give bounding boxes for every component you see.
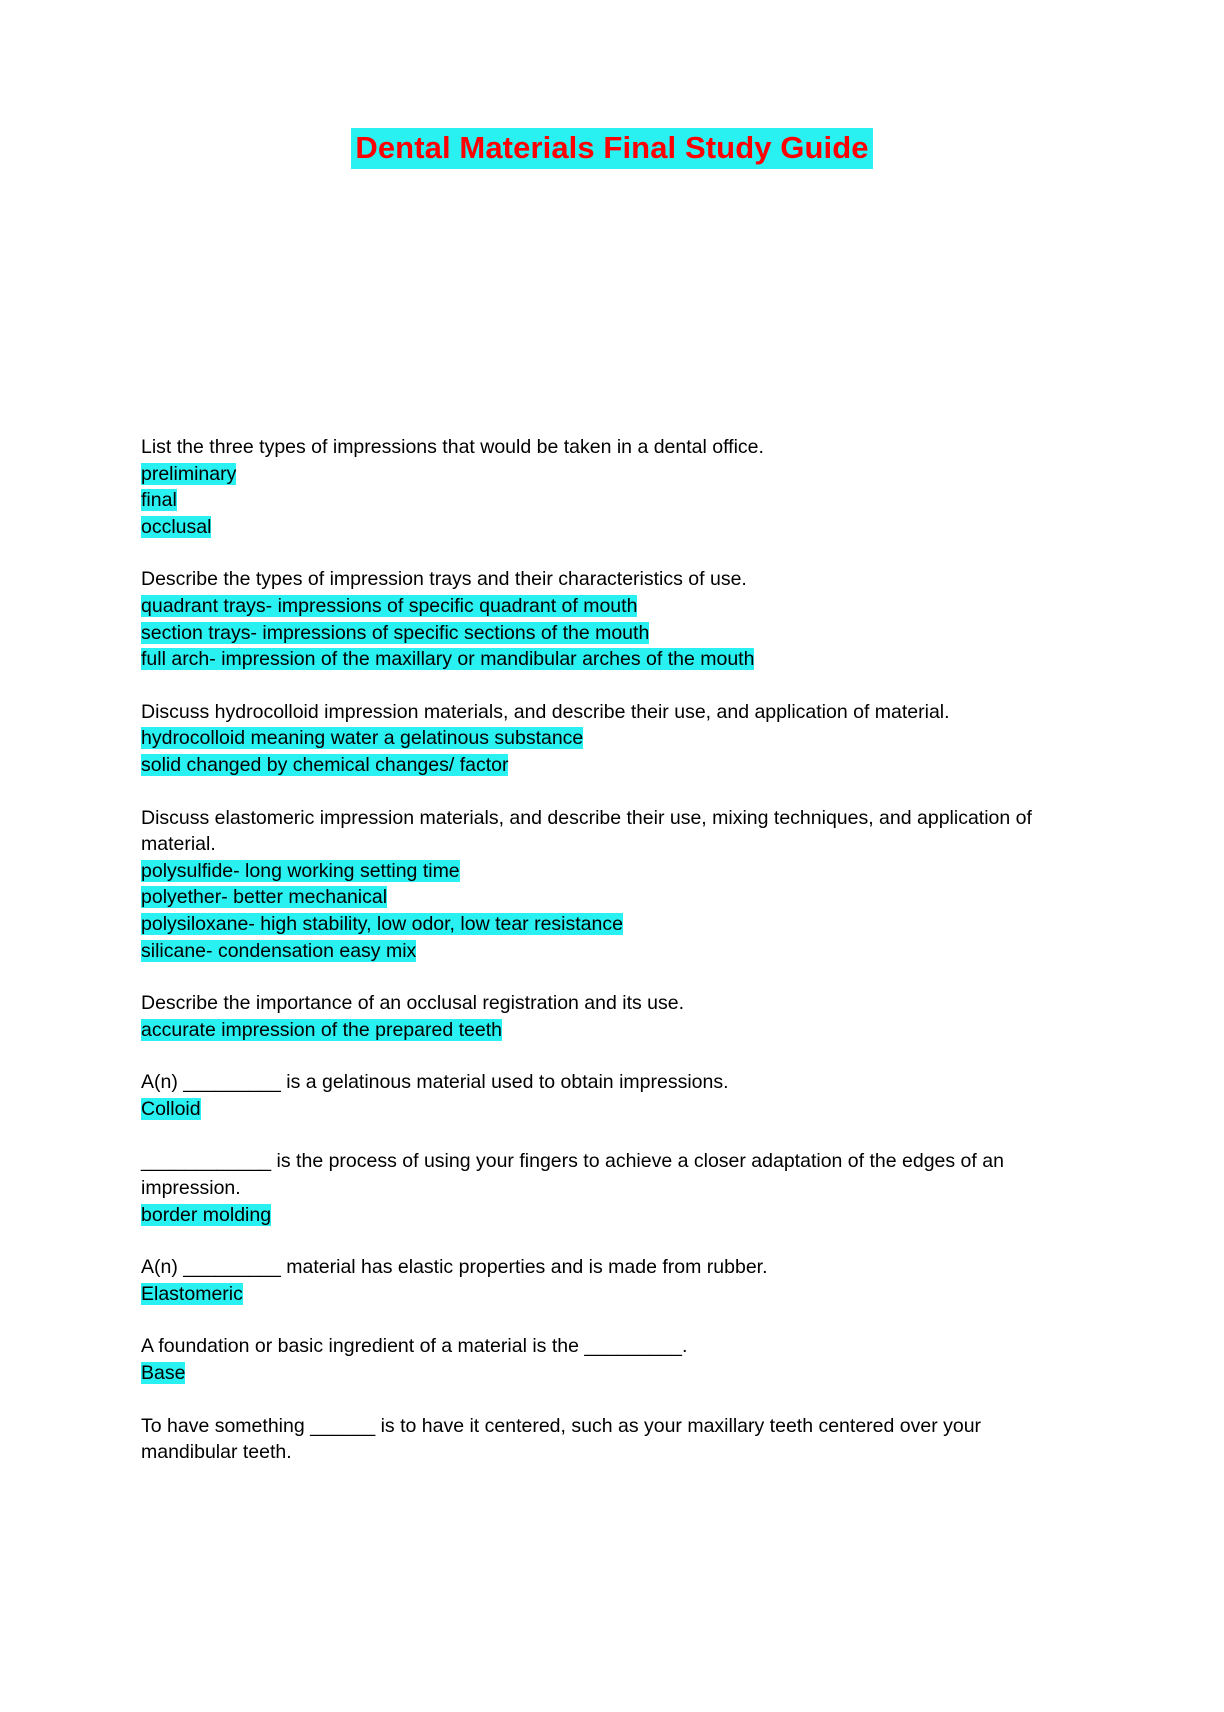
question-text: Discuss elastomeric impression materials, and describe their use, mixing techniques, and application of material. xyxy=(141,806,1032,856)
qa-block xyxy=(141,990,1071,1043)
qa-block xyxy=(141,1069,1071,1122)
answer-text: full arch- impression of the maxillary or mandibular arches of the mouth xyxy=(141,648,755,671)
page-title: Dental Materials Final Study Guide xyxy=(351,128,872,169)
answer-text: silicane- condensation easy mix xyxy=(141,939,417,962)
qa-block xyxy=(141,434,1071,540)
answer-text: occlusal xyxy=(141,515,212,538)
answer-text: hydrocolloid meaning water a gelatinous substance xyxy=(141,727,584,750)
title-container xyxy=(0,128,1224,169)
qa-block xyxy=(141,1333,1071,1386)
answer-text: polysulfide- long working setting time xyxy=(141,859,460,882)
question-text: To have something ______ is to have it centered, such as your maxillary teeth centered over your mandibular teeth. xyxy=(141,1414,982,1464)
question-text: A(n) _________ material has elastic properties and is made from rubber. xyxy=(141,1256,768,1279)
document-page xyxy=(0,128,1224,1712)
qa-block xyxy=(141,566,1071,672)
qa-block xyxy=(141,1413,1071,1466)
answer-text: final xyxy=(141,489,177,512)
question-text: Describe the types of impression trays and their characteristics of use. xyxy=(141,568,747,591)
answer-text: preliminary xyxy=(141,462,237,485)
answer-text: polysiloxane- high stability, low odor, low tear resistance xyxy=(141,912,623,935)
qa-block xyxy=(141,1148,1071,1228)
qa-block xyxy=(141,1254,1071,1307)
answer-text: solid changed by chemical changes/ factor xyxy=(141,753,509,776)
answer-text: Base xyxy=(141,1362,186,1385)
answer-text: border molding xyxy=(141,1203,272,1226)
question-text: Discuss hydrocolloid impression materials, and describe their use, and application of material. xyxy=(141,700,950,723)
answer-text: quadrant trays- impressions of specific quadrant of mouth xyxy=(141,594,638,617)
question-text: A foundation or basic ingredient of a material is the _________. xyxy=(141,1335,688,1358)
question-text: A(n) _________ is a gelatinous material used to obtain impressions. xyxy=(141,1071,729,1094)
question-text: List the three types of impressions that would be taken in a dental office. xyxy=(141,436,764,458)
answer-text: section trays- impressions of specific sections of the mouth xyxy=(141,621,650,644)
document-body xyxy=(141,434,1071,1492)
qa-block xyxy=(141,699,1071,779)
question-text: ____________ is the process of using your fingers to achieve a closer adaptation of the edges of an impression. xyxy=(141,1150,1004,1200)
answer-text: polyether- better mechanical xyxy=(141,886,388,909)
answer-text: Colloid xyxy=(141,1097,201,1120)
qa-block xyxy=(141,805,1071,965)
answer-text: accurate impression of the prepared teeth xyxy=(141,1018,502,1041)
question-text: Describe the importance of an occlusal registration and its use. xyxy=(141,992,685,1015)
answer-text: Elastomeric xyxy=(141,1282,243,1305)
